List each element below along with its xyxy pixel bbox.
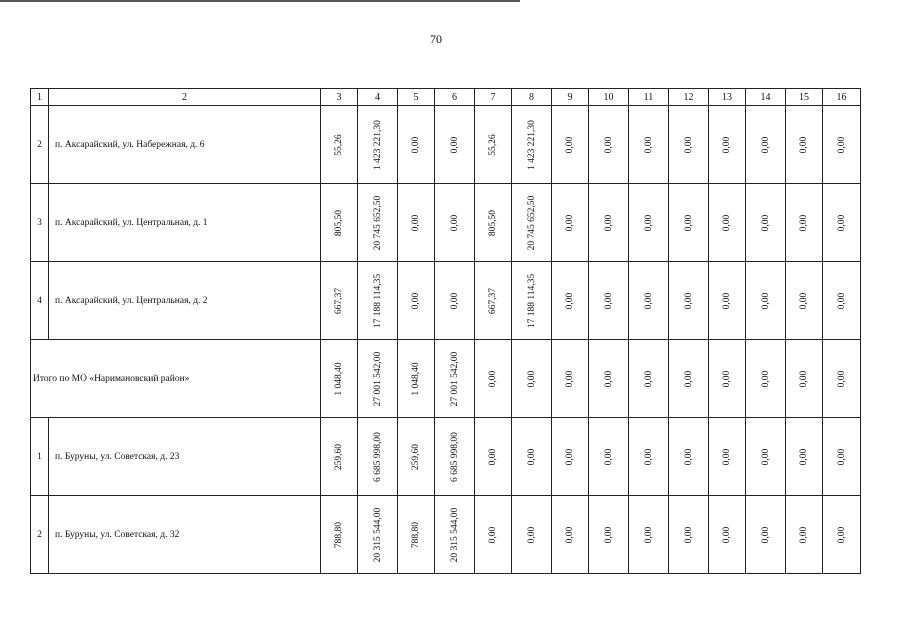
value-text: 0,00 bbox=[565, 526, 575, 543]
column-number-cell: 9 bbox=[552, 89, 589, 106]
value-cell bbox=[512, 496, 552, 574]
table-row bbox=[31, 418, 861, 496]
value-cell bbox=[629, 262, 669, 340]
value-text: 0,00 bbox=[799, 526, 809, 543]
value-text: 0,00 bbox=[526, 448, 537, 465]
value-cell bbox=[321, 184, 358, 262]
value-cell bbox=[358, 106, 398, 184]
value-cell bbox=[552, 184, 589, 262]
value-text: 0,00 bbox=[603, 370, 614, 387]
value-text: 0,00 bbox=[760, 214, 771, 231]
value-text: 1 048,40 bbox=[411, 361, 421, 396]
value-cell bbox=[512, 418, 552, 496]
value-text: 0,00 bbox=[799, 214, 809, 231]
value-text: 0,00 bbox=[643, 526, 654, 543]
column-number-cell: 2 bbox=[49, 89, 321, 106]
row-number: 2 bbox=[31, 106, 49, 184]
value-text: 55,26 bbox=[334, 133, 344, 156]
value-text: 0,00 bbox=[488, 448, 498, 465]
value-cell bbox=[321, 418, 358, 496]
value-cell bbox=[475, 418, 512, 496]
value-cell bbox=[786, 184, 823, 262]
value-cell bbox=[709, 496, 746, 574]
value-text: 0,00 bbox=[760, 448, 771, 465]
value-cell bbox=[435, 106, 475, 184]
value-cell bbox=[475, 106, 512, 184]
value-text: 0,00 bbox=[526, 370, 537, 387]
table-row bbox=[31, 184, 861, 262]
value-text: 0,00 bbox=[799, 370, 809, 387]
value-cell bbox=[398, 496, 435, 574]
value-text: 0,00 bbox=[760, 292, 771, 309]
value-cell bbox=[589, 340, 629, 418]
value-cell bbox=[398, 418, 435, 496]
value-cell bbox=[358, 184, 398, 262]
value-text: 20 315 544,00 bbox=[372, 507, 383, 562]
page-number: 70 bbox=[430, 32, 442, 46]
value-text: 0,00 bbox=[565, 448, 575, 465]
value-text: 1 423 221,30 bbox=[372, 119, 383, 170]
value-cell bbox=[786, 340, 823, 418]
value-text: 0,00 bbox=[836, 292, 847, 309]
value-cell bbox=[629, 418, 669, 496]
column-number-row bbox=[31, 89, 861, 106]
value-cell bbox=[435, 184, 475, 262]
value-cell bbox=[435, 418, 475, 496]
value-cell bbox=[475, 262, 512, 340]
value-cell bbox=[629, 496, 669, 574]
value-text: 0,00 bbox=[565, 292, 575, 309]
value-text: 0,00 bbox=[411, 292, 421, 309]
value-cell bbox=[321, 496, 358, 574]
value-text: 0,00 bbox=[643, 370, 654, 387]
column-number-cell: 4 bbox=[358, 89, 398, 106]
value-text: 20 745 652,50 bbox=[526, 195, 537, 250]
value-cell bbox=[669, 496, 709, 574]
value-text: 0,00 bbox=[683, 448, 694, 465]
value-text: 0,00 bbox=[643, 292, 654, 309]
value-cell bbox=[475, 184, 512, 262]
value-text: 0,00 bbox=[683, 370, 694, 387]
value-cell bbox=[475, 340, 512, 418]
column-number-cell: 12 bbox=[669, 89, 709, 106]
value-text: 667,37 bbox=[334, 287, 344, 314]
value-cell bbox=[589, 418, 629, 496]
value-cell bbox=[746, 184, 786, 262]
value-text: 0,00 bbox=[411, 136, 421, 153]
value-cell bbox=[321, 340, 358, 418]
column-number-cell: 6 bbox=[435, 89, 475, 106]
column-number-cell: 8 bbox=[512, 89, 552, 106]
address-cell: п. Буруны, ул. Советская, д. 32 bbox=[49, 496, 321, 574]
value-text: 0,00 bbox=[526, 526, 537, 543]
value-text: 259,60 bbox=[411, 443, 421, 470]
value-cell bbox=[786, 262, 823, 340]
value-cell bbox=[746, 418, 786, 496]
value-cell bbox=[552, 340, 589, 418]
value-cell bbox=[709, 184, 746, 262]
value-cell bbox=[669, 106, 709, 184]
value-cell bbox=[552, 418, 589, 496]
value-text: 0,00 bbox=[722, 448, 732, 465]
value-cell bbox=[358, 262, 398, 340]
value-cell bbox=[358, 418, 398, 496]
value-cell bbox=[398, 106, 435, 184]
value-text: 0,00 bbox=[760, 526, 771, 543]
value-cell bbox=[669, 262, 709, 340]
column-number-cell: 10 bbox=[589, 89, 629, 106]
value-text: 0,00 bbox=[603, 526, 614, 543]
column-number-cell: 7 bbox=[475, 89, 512, 106]
row-number: 1 bbox=[31, 418, 49, 496]
column-number-cell: 5 bbox=[398, 89, 435, 106]
row-number: 2 bbox=[31, 496, 49, 574]
value-cell bbox=[709, 418, 746, 496]
total-label: Итого по МО «Наримановский район» bbox=[31, 340, 321, 418]
value-text: 0,00 bbox=[722, 292, 732, 309]
value-text: 0,00 bbox=[643, 136, 654, 153]
value-text: 0,00 bbox=[836, 448, 847, 465]
value-cell bbox=[746, 496, 786, 574]
value-cell bbox=[823, 184, 861, 262]
value-text: 0,00 bbox=[799, 448, 809, 465]
value-cell bbox=[398, 184, 435, 262]
value-text: 788,80 bbox=[411, 521, 421, 548]
value-text: 0,00 bbox=[836, 136, 847, 153]
column-number-cell: 3 bbox=[321, 89, 358, 106]
value-cell bbox=[709, 106, 746, 184]
value-text: 0,00 bbox=[643, 448, 654, 465]
column-number-cell: 11 bbox=[629, 89, 669, 106]
value-text: 0,00 bbox=[836, 526, 847, 543]
value-cell bbox=[709, 262, 746, 340]
value-text: 805,50 bbox=[334, 209, 344, 236]
value-text: 0,00 bbox=[603, 214, 614, 231]
value-text: 27 001 542,00 bbox=[449, 351, 460, 406]
value-text: 1 423 221,30 bbox=[526, 119, 537, 170]
value-cell bbox=[552, 106, 589, 184]
row-number: 4 bbox=[31, 262, 49, 340]
value-text: 17 188 114,35 bbox=[372, 273, 383, 328]
value-cell bbox=[823, 340, 861, 418]
value-text: 0,00 bbox=[603, 136, 614, 153]
scan-top-rule bbox=[0, 0, 520, 2]
column-number-cell: 1 bbox=[31, 89, 49, 106]
value-text: 0,00 bbox=[603, 448, 614, 465]
value-text: 805,50 bbox=[488, 209, 498, 236]
value-cell bbox=[823, 496, 861, 574]
value-cell bbox=[321, 262, 358, 340]
value-cell bbox=[512, 106, 552, 184]
column-number-cell: 13 bbox=[709, 89, 746, 106]
value-cell bbox=[669, 340, 709, 418]
value-cell bbox=[435, 262, 475, 340]
value-cell bbox=[823, 262, 861, 340]
table-row bbox=[31, 262, 861, 340]
column-number-cell: 14 bbox=[746, 89, 786, 106]
value-cell bbox=[552, 262, 589, 340]
address-cell: п. Аксарайский, ул. Центральная, д. 1 bbox=[49, 184, 321, 262]
value-text: 0,00 bbox=[799, 136, 809, 153]
total-row bbox=[31, 340, 861, 418]
value-text: 20 315 544,00 bbox=[449, 507, 460, 562]
value-cell bbox=[746, 106, 786, 184]
value-cell bbox=[786, 418, 823, 496]
value-text: 0,00 bbox=[799, 292, 809, 309]
value-text: 0,00 bbox=[603, 292, 614, 309]
value-text: 259,60 bbox=[334, 443, 344, 470]
value-text: 0,00 bbox=[683, 292, 694, 309]
value-text: 0,00 bbox=[760, 136, 771, 153]
value-text: 0,00 bbox=[683, 214, 694, 231]
value-text: 1 048,40 bbox=[334, 361, 344, 396]
value-text: 0,00 bbox=[836, 370, 847, 387]
column-number-cell: 16 bbox=[823, 89, 861, 106]
value-cell bbox=[358, 496, 398, 574]
value-text: 667,37 bbox=[488, 287, 498, 314]
row-number: 3 bbox=[31, 184, 49, 262]
table-row bbox=[31, 496, 861, 574]
value-text: 0,00 bbox=[722, 214, 732, 231]
value-cell bbox=[823, 106, 861, 184]
value-cell bbox=[321, 106, 358, 184]
value-cell bbox=[398, 340, 435, 418]
value-cell bbox=[358, 340, 398, 418]
value-cell bbox=[629, 184, 669, 262]
address-cell: п. Буруны, ул. Советская, д. 23 bbox=[49, 418, 321, 496]
value-text: 0,00 bbox=[565, 136, 575, 153]
column-number-cell: 15 bbox=[786, 89, 823, 106]
address-cell: п. Аксарайский, ул. Центральная, д. 2 bbox=[49, 262, 321, 340]
value-cell bbox=[823, 418, 861, 496]
value-text: 0,00 bbox=[836, 214, 847, 231]
value-cell bbox=[746, 262, 786, 340]
value-text: 0,00 bbox=[683, 526, 694, 543]
value-text: 0,00 bbox=[449, 214, 460, 231]
value-cell bbox=[669, 184, 709, 262]
value-cell bbox=[589, 262, 629, 340]
value-cell bbox=[629, 106, 669, 184]
value-cell bbox=[475, 496, 512, 574]
value-text: 788,80 bbox=[334, 521, 344, 548]
value-text: 55,26 bbox=[488, 133, 498, 156]
value-cell bbox=[629, 340, 669, 418]
value-cell bbox=[398, 262, 435, 340]
value-cell bbox=[512, 184, 552, 262]
value-text: 0,00 bbox=[683, 136, 694, 153]
value-cell bbox=[512, 262, 552, 340]
value-text: 0,00 bbox=[760, 370, 771, 387]
value-text: 0,00 bbox=[488, 526, 498, 543]
value-text: 0,00 bbox=[449, 136, 460, 153]
value-cell bbox=[512, 340, 552, 418]
value-text: 20 745 652,50 bbox=[372, 195, 383, 250]
value-cell bbox=[669, 418, 709, 496]
table-row bbox=[31, 106, 861, 184]
value-text: 0,00 bbox=[411, 214, 421, 231]
value-text: 17 188 114,35 bbox=[526, 273, 537, 328]
value-text: 27 001 542,00 bbox=[372, 351, 383, 406]
value-text: 0,00 bbox=[565, 214, 575, 231]
value-text: 0,00 bbox=[488, 370, 498, 387]
value-text: 0,00 bbox=[722, 370, 732, 387]
value-cell bbox=[786, 106, 823, 184]
value-text: 0,00 bbox=[643, 214, 654, 231]
value-text: 0,00 bbox=[565, 370, 575, 387]
value-cell bbox=[435, 496, 475, 574]
value-cell bbox=[589, 496, 629, 574]
value-text: 0,00 bbox=[722, 136, 732, 153]
value-cell bbox=[435, 340, 475, 418]
value-text: 6 685 998,00 bbox=[372, 431, 383, 482]
registry-table bbox=[30, 88, 861, 574]
value-text: 0,00 bbox=[449, 292, 460, 309]
value-text: 0,00 bbox=[722, 526, 732, 543]
value-cell bbox=[589, 184, 629, 262]
value-cell bbox=[786, 496, 823, 574]
value-cell bbox=[709, 340, 746, 418]
value-cell bbox=[589, 106, 629, 184]
address-cell: п. Аксарайский, ул. Набережная, д. 6 bbox=[49, 106, 321, 184]
value-cell bbox=[746, 340, 786, 418]
value-cell bbox=[552, 496, 589, 574]
value-text: 6 685 998,00 bbox=[449, 431, 460, 482]
